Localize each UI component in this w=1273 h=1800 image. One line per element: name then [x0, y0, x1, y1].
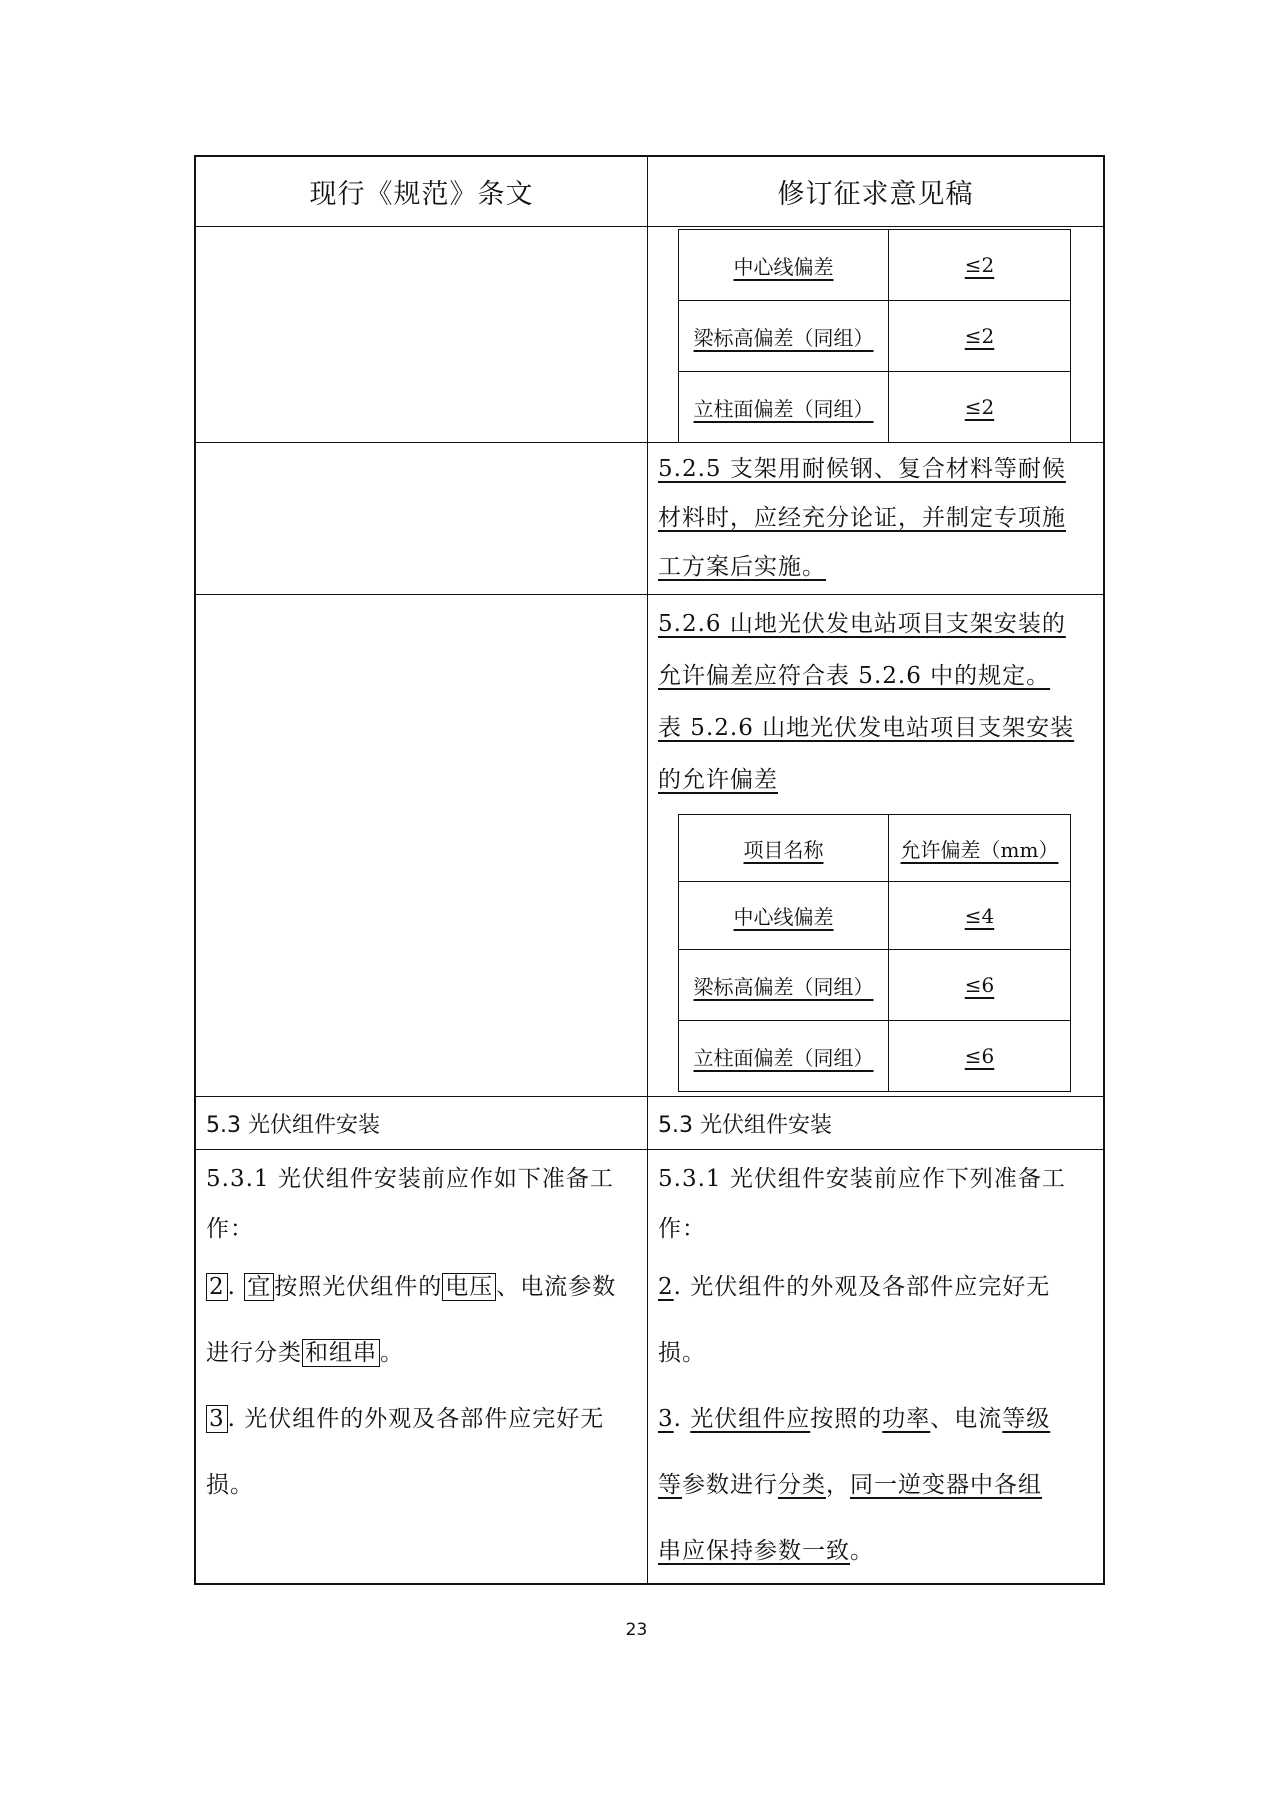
deviation-subtable-continued	[678, 229, 1071, 443]
subtable-row	[679, 372, 1071, 443]
insertion-mark: 串应保持参数一致	[658, 1538, 850, 1564]
empty-cell	[196, 227, 648, 442]
subtable-header-row	[679, 815, 1071, 882]
clause-5-3-1-revision	[648, 1150, 1103, 1583]
text-line	[658, 1452, 1095, 1518]
page-number: 23	[625, 1620, 648, 1640]
clause-5-3-1-current	[196, 1150, 648, 1583]
deletion-mark: 和组串	[302, 1339, 380, 1367]
item-name: 中心线偏差	[733, 254, 834, 279]
deletion-mark: 3	[206, 1405, 228, 1433]
text-line: 工方案后实施。	[658, 554, 826, 580]
empty-cell	[196, 595, 648, 1096]
section-title-current: 5.3 光伏组件安装	[196, 1097, 648, 1149]
header-current-clause: 现行《规范》条文	[196, 157, 648, 226]
column-header-item: 项目名称	[743, 837, 824, 862]
table-row	[196, 1149, 1103, 1583]
text-line: 损。	[206, 1472, 254, 1498]
text-fragment: ，	[826, 1472, 850, 1498]
item-value: ≤6	[964, 973, 995, 997]
deletion-mark: 宜	[244, 1273, 274, 1301]
text-fragment: . 光伏组件的外观及各部件应完好无	[227, 1406, 605, 1432]
table-row	[196, 226, 1103, 442]
text-fragment: 参数进行	[682, 1472, 778, 1498]
row1-right-cell	[648, 227, 1103, 442]
text-line: 材料时，应经充分论证，并制定专项施	[658, 505, 1066, 531]
item-name: 中心线偏差	[733, 905, 834, 929]
item-value: ≤2	[964, 324, 995, 348]
deletion-mark: 电压	[442, 1273, 496, 1301]
text-fragment: 。	[380, 1340, 404, 1366]
insertion-mark: 等	[658, 1472, 682, 1498]
insertion-mark: 分类	[778, 1472, 826, 1498]
item-name: 立柱面偏差（同组）	[693, 396, 874, 421]
subtable-row	[679, 230, 1071, 301]
text-fragment: .	[673, 1406, 691, 1432]
text-line	[206, 1320, 639, 1386]
subtable-row	[679, 1021, 1071, 1092]
text-line: 5.2.6 山地光伏发电站项目支架安装的	[658, 611, 1066, 637]
item-2-current	[206, 1254, 639, 1320]
subtable-row	[679, 882, 1071, 950]
table-row	[196, 594, 1103, 1096]
table-caption: 的允许偏差	[658, 767, 778, 793]
text-fragment: 、电流参数	[496, 1274, 617, 1300]
deletion-mark: 2	[206, 1273, 228, 1301]
column-header-deviation: 允许偏差（mm）	[900, 837, 1059, 862]
insertion-mark: 功率	[882, 1406, 931, 1432]
text-fragment: 、电流	[930, 1406, 1003, 1432]
text-line: 5.2.5 支架用耐候钢、复合材料等耐候	[658, 456, 1066, 482]
table-row	[196, 442, 1103, 594]
item-name: 立柱面偏差（同组）	[693, 1045, 874, 1070]
section-title-revision: 5.3 光伏组件安装	[658, 1112, 832, 1138]
item-name: 梁标高偏差（同组）	[693, 325, 874, 350]
insertion-mark: 等级	[1002, 1406, 1051, 1432]
table-header-row	[196, 157, 1103, 226]
item-2-revision	[658, 1254, 1095, 1320]
text-line	[658, 1518, 1095, 1584]
insertion-mark: 3	[658, 1406, 674, 1432]
insertion-mark: 2	[658, 1274, 674, 1300]
clause-5-2-6	[648, 595, 1103, 1096]
empty-cell	[196, 443, 648, 594]
item-value: ≤2	[964, 395, 995, 419]
item-name: 梁标高偏差（同组）	[693, 974, 874, 999]
item-value: ≤6	[964, 1044, 995, 1068]
text-line: 损。	[658, 1340, 706, 1366]
text-fragment: 。	[850, 1538, 874, 1564]
text-line: 允许偏差应符合表 5.2.6 中的规定。	[658, 663, 1051, 689]
text-line: 作：	[206, 1216, 254, 1242]
header-revision-draft: 修订征求意见稿	[777, 179, 974, 210]
table-row	[196, 1096, 1103, 1149]
clause-5-2-5	[648, 443, 1103, 594]
insertion-mark: 光伏组件应	[690, 1406, 811, 1432]
item-3-revision	[658, 1386, 1095, 1452]
comparison-table	[194, 155, 1105, 1585]
text-fragment: 按照的	[810, 1406, 883, 1432]
text-line: 作：	[658, 1216, 706, 1242]
text-line: 5.3.1 光伏组件安装前应作下列准备工	[658, 1166, 1066, 1192]
subtable-row	[679, 301, 1071, 372]
item-value: ≤2	[964, 253, 995, 277]
deviation-subtable	[678, 814, 1071, 1092]
table-caption: 表 5.2.6 山地光伏发电站项目支架安装	[658, 715, 1075, 741]
item-3-current	[206, 1386, 639, 1452]
text-fragment: 进行分类	[206, 1340, 302, 1366]
text-fragment: .	[227, 1274, 245, 1300]
text-fragment: . 光伏组件的外观及各部件应完好无	[673, 1274, 1051, 1300]
text-line: 5.3.1 光伏组件安装前应作如下准备工	[206, 1166, 614, 1192]
text-fragment: 按照光伏组件的	[274, 1274, 443, 1300]
subtable-row	[679, 950, 1071, 1021]
insertion-mark: 同一逆变器中各组	[850, 1472, 1042, 1498]
item-value: ≤4	[964, 903, 995, 928]
